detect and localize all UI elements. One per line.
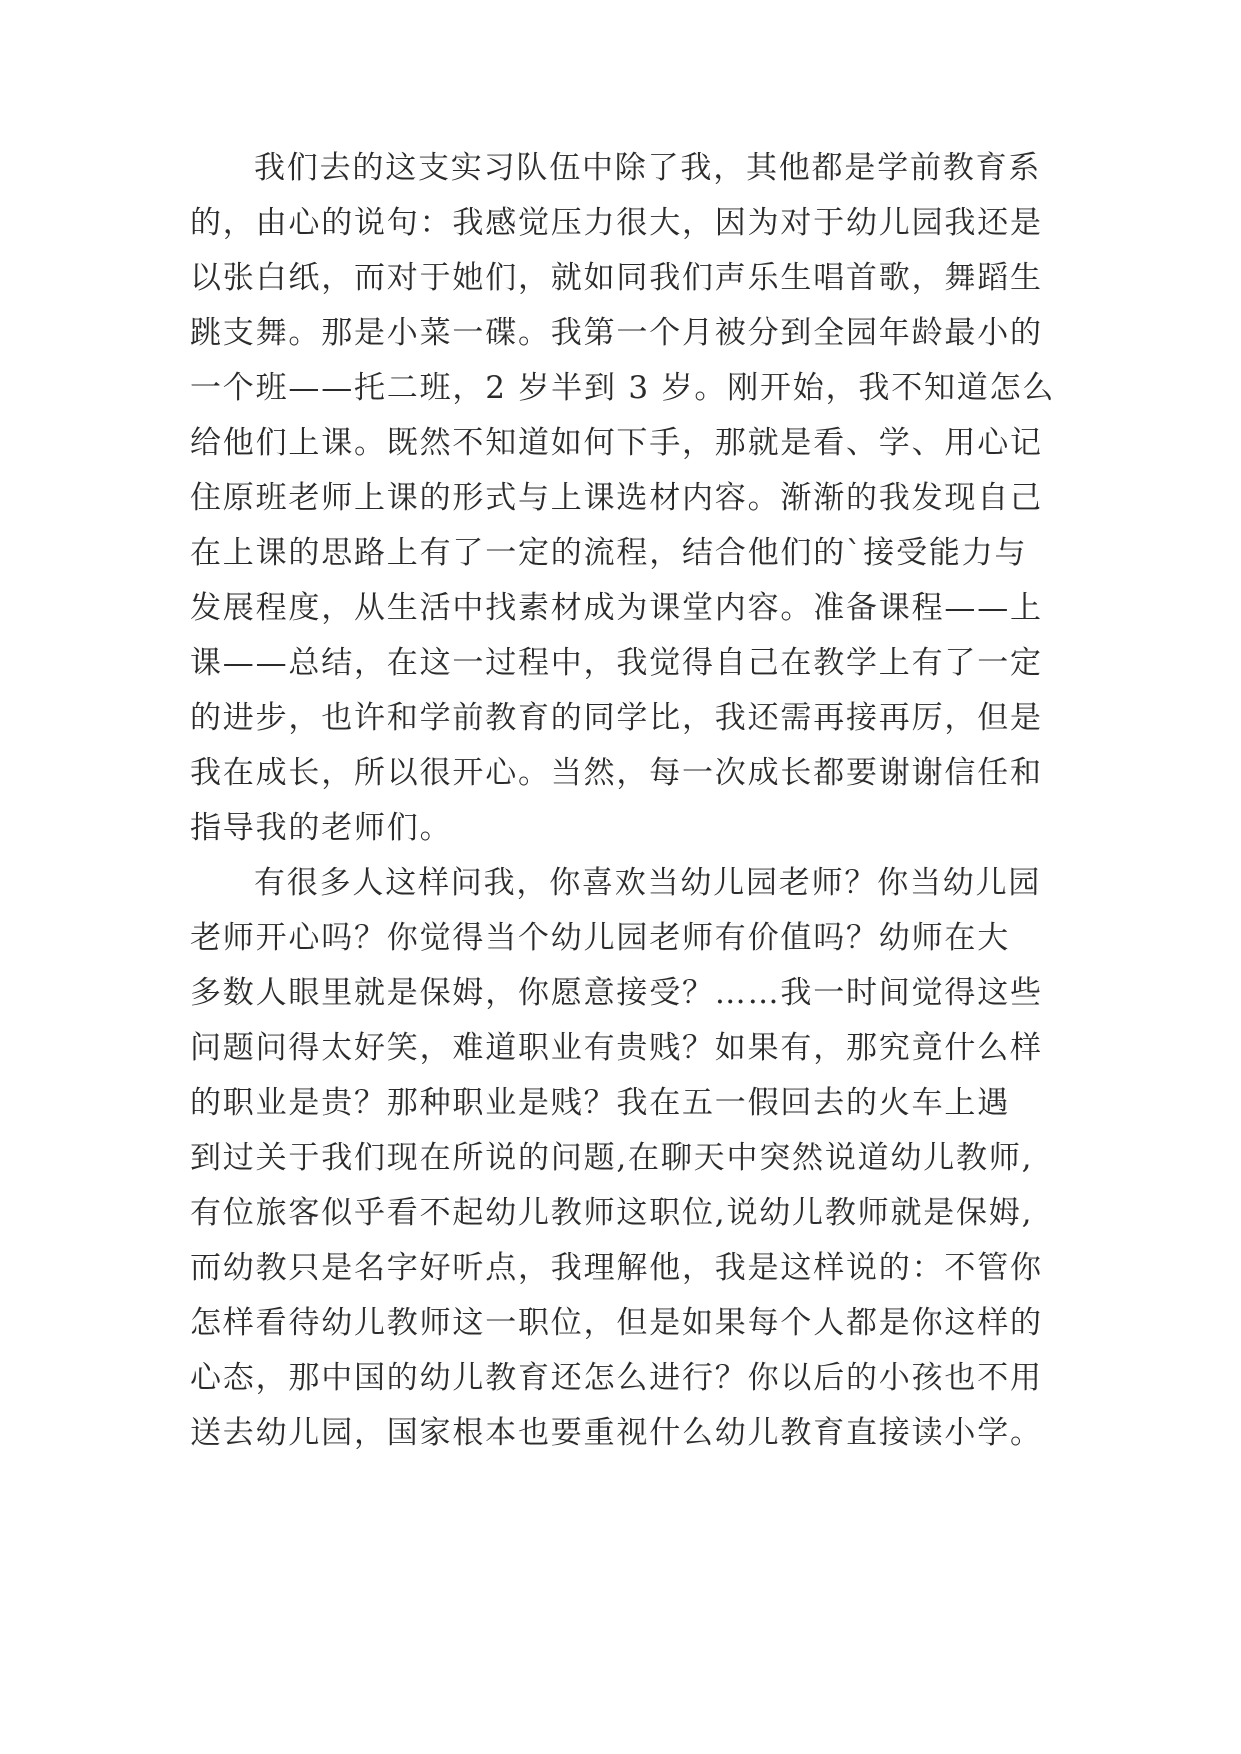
paragraph-line: 到过关于我们现在所说的问题,在聊天中突然说道幼儿教师, xyxy=(190,1140,1034,1176)
paragraph-line: 以张白纸，而对于她们，就如同我们声乐生唱首歌，舞蹈生 xyxy=(190,260,1043,296)
paragraph-line: 送去幼儿园，国家根本也要重视什么幼儿教育直接读小学。 xyxy=(190,1415,1043,1451)
paragraph-line: 住原班老师上课的形式与上课选材内容。渐渐的我发现自己 xyxy=(190,480,1043,516)
paragraph-line: 问题问得太好笑，难道职业有贵贱？如果有，那究竟什么样 xyxy=(190,1030,1043,1066)
paragraph-line: 我们去的这支实习队伍中除了我，其他都是学前教育系 xyxy=(254,150,1042,186)
paragraph-line: 我在成长，所以很开心。当然，每一次成长都要谢谢信任和 xyxy=(190,755,1043,791)
paragraph-line: 指导我的老师们。 xyxy=(190,810,453,846)
paragraph-line: 的职业是贵？那种职业是贱？我在五一假回去的火车上遇 xyxy=(190,1085,1010,1121)
paragraph-line: 的，由心的说句：我感觉压力很大，因为对于幼儿园我还是 xyxy=(190,205,1043,241)
paragraph-line: 有很多人这样问我，你喜欢当幼儿园老师？你当幼儿园 xyxy=(254,865,1042,901)
paragraph-line: 在上课的思路上有了一定的流程，结合他们的`接受能力与 xyxy=(190,535,1028,571)
paragraph-line: 老师开心吗？你觉得当个幼儿园老师有价值吗？幼师在大 xyxy=(190,920,1010,956)
paragraph-line: 一个班——托二班，2 岁半到 3 岁。刚开始，我不知道怎么 xyxy=(190,370,1056,406)
paragraph-line: 跳支舞。那是小菜一碟。我第一个月被分到全园年龄最小的 xyxy=(190,315,1043,351)
paragraph-line: 多数人眼里就是保姆，你愿意接受？……我一时间觉得这些 xyxy=(190,975,1043,1011)
paragraph-line: 课——总结，在这一过程中，我觉得自己在教学上有了一定 xyxy=(190,645,1043,681)
paragraph-line: 而幼教只是名字好听点，我理解他，我是这样说的：不管你 xyxy=(190,1250,1043,1286)
paragraph-line: 心态，那中国的幼儿教育还怎么进行？你以后的小孩也不用 xyxy=(190,1360,1043,1396)
paragraph-line: 怎样看待幼儿教师这一职位，但是如果每个人都是你这样的 xyxy=(190,1305,1043,1341)
paragraph-line: 给他们上课。既然不知道如何下手，那就是看、学、用心记 xyxy=(190,425,1043,461)
paragraph-line: 的进步，也许和学前教育的同学比，我还需再接再厉，但是 xyxy=(190,700,1043,736)
paragraph-line: 有位旅客似乎看不起幼儿教师这职位,说幼儿教师就是保姆, xyxy=(190,1195,1034,1231)
paragraph-line: 发展程度，从生活中找素材成为课堂内容。准备课程——上 xyxy=(190,590,1043,626)
